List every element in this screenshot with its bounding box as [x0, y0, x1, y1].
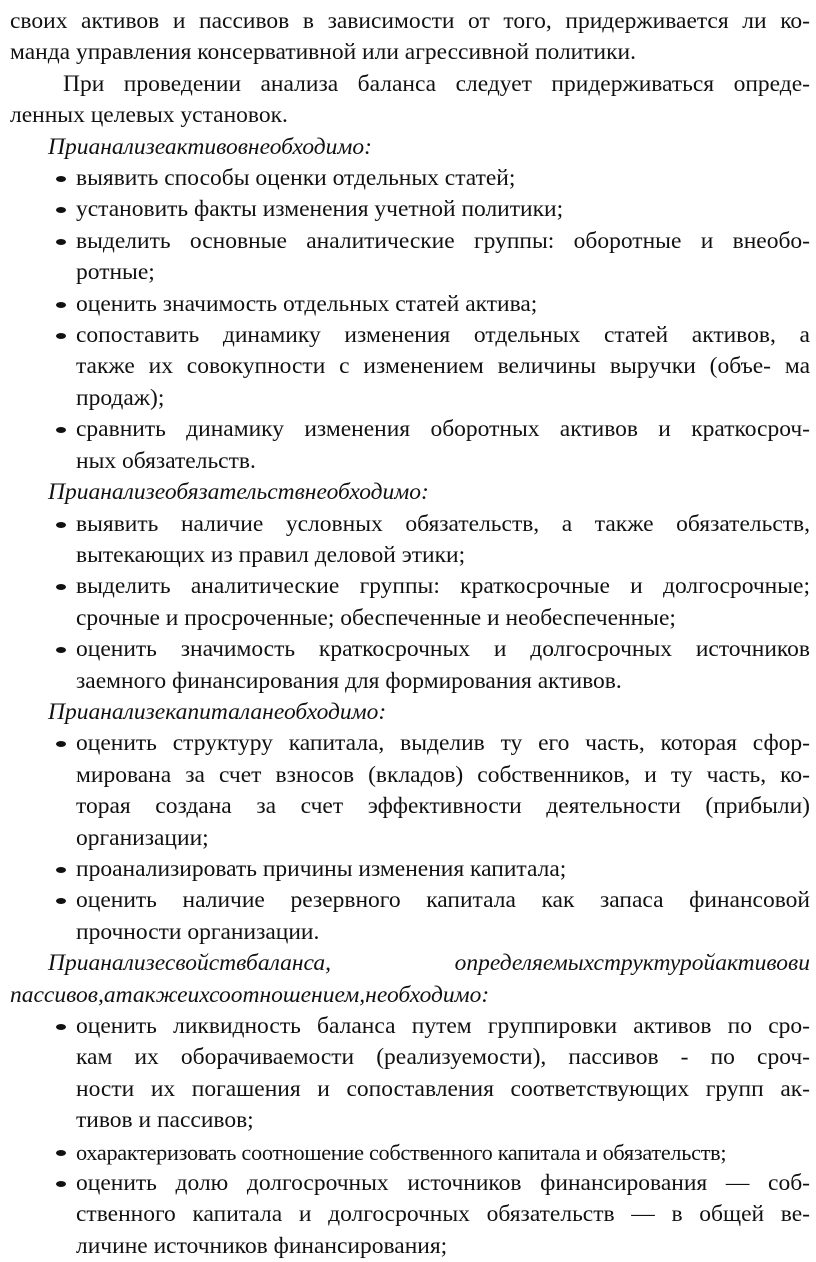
- bullet-icon: [56, 741, 66, 747]
- list-item-continuation: прочности организации.: [76, 918, 320, 945]
- list-item-continuation: тивов и пассивов;: [76, 1107, 254, 1134]
- bullet-icon: [56, 898, 66, 904]
- list-item-continuation: организации;: [76, 824, 209, 851]
- list-item-text: оценить значимость отдельных статей актива;: [76, 290, 538, 317]
- list-item-continuation: ности их погашения и сопоставления соответствующих групп ак-: [76, 1075, 810, 1102]
- bullet-icon: [56, 1150, 66, 1156]
- list-item-continuation: ственного капитала и долгосрочных обязательств — в общей ве-: [76, 1201, 810, 1228]
- list-item-text: выделить основные аналитические группы: оборотные и внеобо-: [76, 227, 810, 254]
- bullet-icon: [56, 207, 66, 213]
- list-item-continuation: ных обязательств.: [76, 447, 256, 474]
- list-item: [10, 1137, 810, 1168]
- list-item-text: выявить способы оценки отдельных статей;: [76, 165, 516, 192]
- bullet-icon: [56, 427, 66, 433]
- list-item: [10, 289, 810, 320]
- document-page: [10, 6, 810, 1262]
- list-item-text: оценить наличие резервного капитала как запаса финансовой: [76, 887, 810, 914]
- list-item-continuation: мирована за счет взносов (вкладов) собственников, и ту часть, ко-: [76, 761, 810, 788]
- list-item-text: установить факты изменения учетной политики;: [76, 196, 564, 223]
- list-item-continuation: ротные;: [76, 259, 155, 286]
- list-item-text: выделить аналитические группы: краткосрочные и долгосрочные;: [76, 573, 810, 600]
- list-item: [10, 1168, 810, 1199]
- list-item: [10, 320, 810, 351]
- bullet-icon: [56, 647, 66, 653]
- list-item: [10, 163, 810, 194]
- bullet-icon: [56, 522, 66, 528]
- section-heading-assets: Прианализеактивовнеобходимо:: [48, 133, 372, 160]
- list-item-continuation: кам их оборачиваемости (реализуемости), пассивов - по сроч-: [76, 1044, 810, 1071]
- list-item-continuation: также их совокупности с изменением величины выручки (объе- ма: [76, 353, 810, 380]
- list-item: [10, 854, 810, 885]
- text-line: При проведении анализа баланса следует придерживаться опреде-: [63, 70, 810, 97]
- bullet-icon: [56, 584, 66, 590]
- section-heading-capital: Прианализекапиталанеобходимо:: [48, 698, 387, 725]
- text-line: манда управления консервативной или агрессивной политики.: [10, 39, 636, 66]
- list-item: [10, 226, 810, 257]
- bullet-icon: [56, 867, 66, 873]
- list-item: [10, 1011, 810, 1042]
- section-heading-balance-continuation: пассивов,атакжеихсоотношением,необходимо:: [10, 981, 490, 1008]
- list-item-continuation: продаж);: [76, 384, 165, 411]
- list-item: [10, 728, 810, 759]
- list-item-text: сравнить динамику изменения оборотных активов и краткосроч-: [76, 416, 810, 443]
- list-item: [10, 194, 810, 225]
- list-item-text: сопоставить динамику изменения отдельных статей активов, а: [76, 322, 810, 349]
- bullet-icon: [56, 333, 66, 339]
- list-item-continuation: срочные и просроченные; обеспеченные и необеспеченные;: [76, 604, 676, 631]
- section-heading-liabilities: Прианализеобязательствнеобходимо:: [48, 479, 429, 506]
- list-item: [10, 509, 810, 540]
- section-heading-balance: Прианализесвойствбаланса, определяемыхструктуройактивови: [48, 950, 810, 977]
- list-item: [10, 414, 810, 445]
- list-item-continuation: торая создана за счет эффективности деятельности (прибыли): [76, 793, 810, 820]
- list-item: [10, 571, 810, 602]
- list-item-text: оценить ликвидность баланса путем группировки активов по сро-: [76, 1013, 810, 1039]
- list-item-text: оценить структуру капитала, выделив ту его часть, которая сфор-: [76, 730, 810, 757]
- list-item-text: выявить наличие условных обязательств, а также обязательств,: [76, 510, 810, 537]
- list-item-continuation: вытекающих из правил деловой этики;: [76, 541, 466, 568]
- text-line: своих активов и пассивов в зависимости от того, придерживается ли ко-: [10, 8, 810, 34]
- list-item-text: оценить значимость краткосрочных и долгосрочных источников: [76, 636, 810, 663]
- bullet-icon: [56, 239, 66, 245]
- list-item-continuation: заемного финансирования для формирования активов.: [76, 667, 622, 694]
- list-item-text: охарактеризовать соотношение собственного капитала и обязательств;: [76, 1139, 727, 1165]
- list-item-text: проанализировать причины изменения капитала;: [76, 855, 567, 882]
- list-item: [10, 885, 810, 916]
- list-item-text: оценить долю долгосрочных источников финансирования — соб-: [76, 1170, 810, 1197]
- bullet-icon: [56, 302, 66, 308]
- list-item-continuation: личине источников финансирования;: [76, 1232, 448, 1259]
- list-item: [10, 634, 810, 665]
- bullet-icon: [56, 176, 66, 182]
- text-line: ленных целевых установок.: [10, 102, 288, 129]
- bullet-icon: [56, 1024, 66, 1030]
- bullet-icon: [56, 1181, 66, 1187]
